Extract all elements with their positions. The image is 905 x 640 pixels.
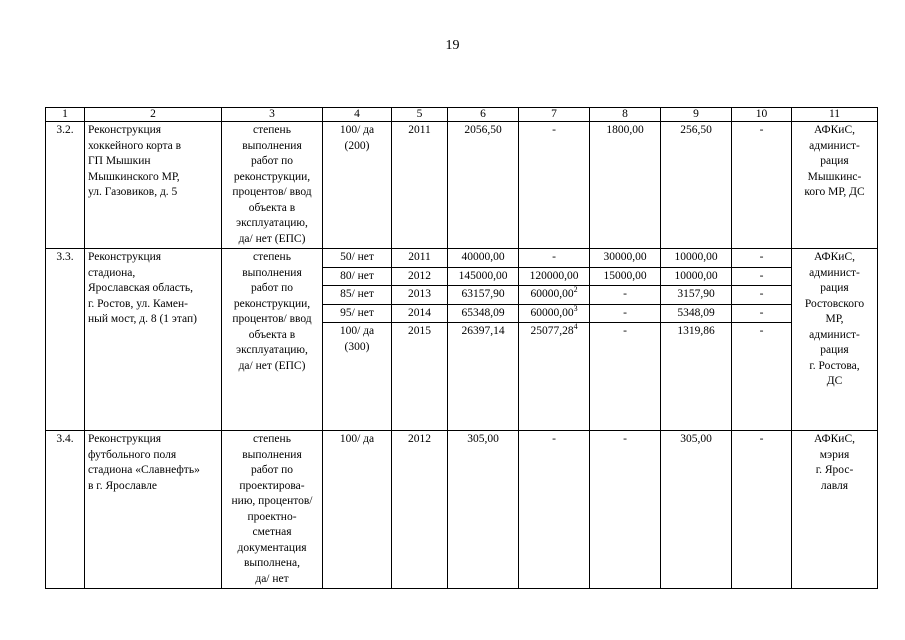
amount-col7: - — [519, 431, 590, 589]
amount-col7 — [519, 286, 590, 305]
column-header: 6 — [448, 108, 519, 122]
indicator-line: степень — [253, 124, 291, 136]
project-name-line: стадиона «Славнефть» — [88, 464, 200, 476]
indicator-line: объекта в — [248, 328, 296, 341]
indicator-line: сметная — [252, 526, 292, 538]
indicator-line: объекта в — [248, 201, 296, 214]
indicator-value — [323, 249, 392, 268]
indicator — [222, 122, 323, 249]
table-row — [46, 249, 878, 268]
amount-col8: - — [590, 304, 661, 323]
indicator-value-line: 80/ нет — [340, 269, 374, 282]
executor-line: рация — [820, 282, 849, 294]
project-name-line: стадиона, — [88, 266, 136, 279]
indicator-value — [323, 267, 392, 286]
indicator-line: выполнения — [242, 266, 302, 279]
executor-line: АФКиС, — [813, 433, 856, 445]
indicator-value-line: 100/ да — [339, 433, 375, 445]
amount-value: - — [552, 251, 556, 263]
executor-line: рация — [820, 155, 849, 167]
year: 2015 — [392, 323, 448, 431]
amount-col10: - — [732, 122, 792, 249]
indicator-value — [323, 286, 392, 305]
project-name-line: г. Ростов, ул. Камен- — [88, 297, 188, 310]
executor — [792, 431, 878, 589]
total-amount: 2056,50 — [448, 122, 519, 249]
executor — [792, 122, 878, 249]
indicator-line: эксплуатацию, — [236, 344, 308, 356]
executor-line: рация — [820, 344, 849, 356]
total-amount: 26397,14 — [448, 323, 519, 431]
executor-line: мэрия — [819, 448, 850, 461]
indicator-value — [323, 304, 392, 323]
amount-col10: - — [732, 267, 792, 286]
indicator-line: работ по — [250, 282, 294, 294]
column-header: 11 — [792, 108, 878, 122]
amount-col10: - — [732, 323, 792, 431]
indicator-line: реконструкции, — [233, 297, 311, 310]
indicator — [222, 431, 323, 589]
footnote-mark: 4 — [573, 322, 578, 332]
indicator-value-line: 85/ нет — [340, 288, 374, 300]
column-header: 9 — [661, 108, 732, 122]
indicator-value-line: (200) — [344, 139, 370, 152]
executor-line: админист- — [809, 139, 860, 152]
project-name-line: в г. Ярославле — [88, 479, 157, 492]
amount-col10: - — [732, 304, 792, 323]
indicator-line: выполнена, — [243, 557, 301, 569]
executor-line: кого МР, ДС — [804, 186, 865, 198]
total-amount: 305,00 — [448, 431, 519, 589]
column-header: 1 — [46, 108, 85, 122]
indicator-line: выполнения — [242, 139, 302, 152]
year: 2012 — [392, 431, 448, 589]
executor-line: АФКиС, — [813, 124, 856, 136]
amount-col9: 305,00 — [661, 431, 732, 589]
indicator-value-line: 100/ да — [339, 325, 375, 337]
project-name-line: ул. Газовиков, д. 5 — [88, 186, 178, 198]
project-name-line: Реконструкция — [88, 124, 162, 136]
header-row — [46, 108, 878, 122]
indicator-value-line: 95/ нет — [340, 306, 374, 319]
amount-col8: - — [590, 323, 661, 431]
year: 2011 — [392, 122, 448, 249]
executor — [792, 249, 878, 431]
column-header: 4 — [323, 108, 392, 122]
indicator-line: работ по — [250, 464, 294, 476]
executor-line: г. Ярос- — [815, 464, 854, 476]
project-name-line: Реконструкция — [88, 433, 162, 445]
page-number: 19 — [445, 38, 460, 53]
amount-col7 — [519, 267, 590, 286]
indicator-line: да/ нет — [255, 572, 289, 585]
indicator-line: да/ нет (ЕПС) — [238, 232, 306, 245]
project-name — [85, 122, 222, 249]
indicator-value-line: (300) — [344, 340, 370, 353]
row-number: 3.2. — [46, 122, 85, 249]
amount-col10: - — [732, 249, 792, 268]
amount-col8: 30000,00 — [590, 249, 661, 268]
project-name-line: ГП Мышкин — [88, 155, 151, 167]
column-header: 8 — [590, 108, 661, 122]
project-name — [85, 431, 222, 589]
indicator-line: выполнения — [242, 448, 302, 461]
project-name-line: футбольного поля — [88, 448, 177, 461]
executor-line: ДС — [826, 375, 843, 387]
indicator-line: проектно- — [247, 510, 297, 523]
amount-col9: 5348,09 — [661, 304, 732, 323]
total-amount: 65348,09 — [448, 304, 519, 323]
indicator-line: эксплуатацию, — [236, 217, 308, 229]
year: 2014 — [392, 304, 448, 323]
amount-col9: 256,50 — [661, 122, 732, 249]
project-name-line: хоккейного корта в — [88, 139, 182, 152]
indicator-line: проектирова- — [239, 479, 305, 492]
amount-col8: 1800,00 — [590, 122, 661, 249]
project-name-line: ный мост, д. 8 (1 этап) — [88, 313, 197, 325]
project-name-line: Реконструкция — [88, 251, 162, 263]
indicator-value — [323, 323, 392, 431]
table-row — [46, 431, 878, 589]
amount-col10: - — [732, 431, 792, 589]
executor-line: админист- — [809, 266, 860, 279]
amount-col7 — [519, 249, 590, 268]
project-name-line: Мышкинского МР, — [88, 170, 180, 183]
year: 2011 — [392, 249, 448, 268]
column-header: 7 — [519, 108, 590, 122]
indicator-line: да/ нет (ЕПС) — [238, 359, 306, 372]
program-table — [45, 107, 878, 589]
indicator-value — [323, 122, 392, 249]
executor-line: Мышкинс- — [807, 170, 862, 183]
amount-col9: 10000,00 — [661, 267, 732, 286]
amount-col9: 1319,86 — [661, 323, 732, 431]
amount-col8: - — [590, 431, 661, 589]
amount-col9: 10000,00 — [661, 249, 732, 268]
amount-col7 — [519, 323, 590, 431]
executor-line: АФКиС, — [813, 251, 856, 263]
year: 2012 — [392, 267, 448, 286]
total-amount: 63157,90 — [448, 286, 519, 305]
executor-line: админист- — [809, 328, 860, 341]
indicator-line: нию, процентов/ — [231, 495, 313, 507]
footnote-mark: 2 — [573, 285, 578, 295]
amount-col7 — [519, 304, 590, 323]
indicator-line: работ по — [250, 155, 294, 167]
indicator — [222, 249, 323, 431]
indicator-line: процентов/ ввод — [232, 186, 312, 198]
indicator-value — [323, 431, 392, 589]
indicator-value-line: 100/ да — [339, 124, 375, 136]
column-header: 5 — [392, 108, 448, 122]
table-row — [46, 122, 878, 249]
amount-col8: 15000,00 — [590, 267, 661, 286]
project-name-line: Ярославская область, — [88, 282, 193, 294]
indicator-value-line: 50/ нет — [340, 251, 374, 263]
indicator-line: реконструкции, — [233, 170, 311, 183]
executor-line: МР, — [825, 313, 844, 325]
executor-line: лавля — [820, 479, 849, 492]
row-number: 3.3. — [46, 249, 85, 431]
column-header: 3 — [222, 108, 323, 122]
amount-value: 25077,28 — [530, 325, 574, 337]
amount-col8: - — [590, 286, 661, 305]
column-header: 2 — [85, 108, 222, 122]
indicator-line: степень — [253, 433, 291, 445]
amount-value: 120000,00 — [529, 269, 579, 282]
row-number: 3.4. — [46, 431, 85, 589]
amount-col10: - — [732, 286, 792, 305]
indicator-line: степень — [253, 251, 291, 263]
amount-col7: - — [519, 122, 590, 249]
total-amount: 145000,00 — [448, 267, 519, 286]
indicator-line: документация — [237, 541, 307, 554]
amount-value: 60000,00 — [530, 288, 574, 300]
total-amount: 40000,00 — [448, 249, 519, 268]
footnote-mark: 3 — [573, 303, 578, 313]
amount-value: 60000,00 — [530, 306, 574, 319]
year: 2013 — [392, 286, 448, 305]
executor-line: г. Ростова, — [809, 359, 860, 372]
executor-line: Ростовского — [804, 297, 865, 310]
indicator-line: процентов/ ввод — [232, 313, 312, 325]
project-name — [85, 249, 222, 431]
column-header: 10 — [732, 108, 792, 122]
amount-col9: 3157,90 — [661, 286, 732, 305]
